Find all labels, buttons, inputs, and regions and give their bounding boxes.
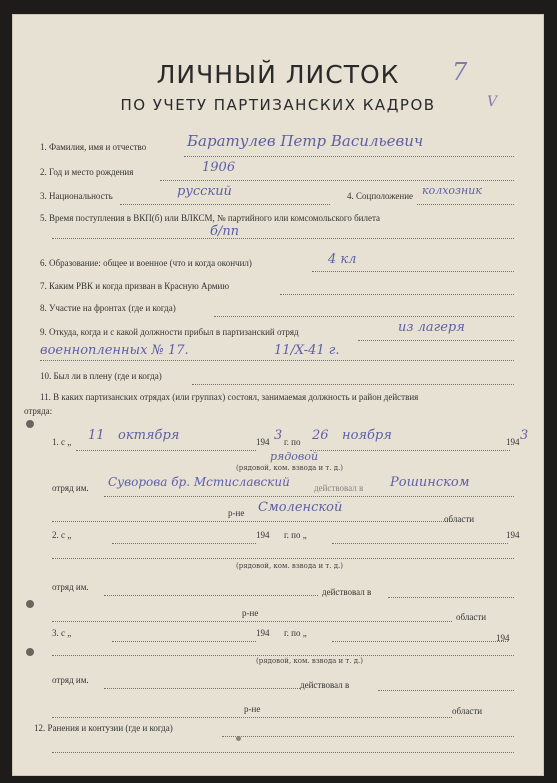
field-label-fronts: 8. Участие на фронтах (где и когда)	[40, 303, 176, 313]
field-label-wounds: 12. Ранения и контузии (где и когда)	[34, 723, 173, 733]
s1-year-1-hw: 3	[274, 428, 283, 443]
s3-district-label: р-не	[244, 704, 261, 714]
s2-by: г. по „	[284, 530, 307, 540]
field-label-rvk: 7. Каким РВК и когда призван в Красную Армию	[40, 281, 230, 291]
s1-unit-value: Суворова бр. Мстиславский	[108, 475, 290, 489]
s2-num: 2. с „	[52, 530, 72, 540]
field-value-social: колхозник	[422, 184, 482, 197]
field-value-party: б/пп	[210, 224, 240, 239]
field-label-birth: 2. Год и место рождения	[40, 167, 134, 177]
s3-year-1: 194	[256, 628, 270, 638]
s1-acted-label: действовал в	[314, 483, 364, 493]
s2-district-label: р-не	[242, 608, 259, 618]
s3-by: г. по „	[284, 628, 307, 638]
document-title: ЛИЧНЫЙ ЛИСТОК	[156, 60, 400, 89]
field-label-units-2: отряда:	[24, 406, 53, 416]
s1-from-month: октября	[118, 428, 180, 443]
s1-district-value: Смоленской	[258, 500, 343, 515]
field-label-units: 11. В каких партизанских отрядах (или группах) состоял, занимаемая должность и район действия	[40, 392, 419, 402]
s1-unit-label: отряд им.	[52, 483, 89, 493]
s3-oblast-label: области	[452, 706, 483, 716]
field-label-captivity: 10. Был ли в плену (где и когда)	[40, 371, 162, 381]
field-value-nationality: русский	[177, 184, 232, 199]
document-subtitle: ПО УЧЕТУ ПАРТИЗАНСКИХ КАДРОВ	[120, 96, 436, 114]
field-value-education: 4 кл	[328, 252, 357, 267]
punch-hole	[26, 648, 34, 656]
field-label-social: 4. Соцположение	[347, 191, 414, 201]
s1-from-day: 11	[88, 428, 105, 443]
punch-hole	[26, 600, 34, 608]
subtitle-mark: V	[487, 94, 498, 110]
s3-num: 3. с „	[52, 628, 72, 638]
s1-by: г. по	[284, 437, 301, 447]
s1-rank-value: рядовой	[270, 450, 319, 463]
s3-year-2: 194	[496, 633, 510, 643]
s1-to-month: ноября	[342, 428, 392, 443]
s1-year-2-hw: 3	[520, 428, 529, 443]
s1-year-1: 194	[256, 437, 270, 447]
field-label-party: 5. Время поступления в ВКП(б) или ВЛКСМ, № партийного или комсомольского билета	[40, 213, 380, 223]
s1-year-2: 194	[506, 437, 520, 447]
s3-acted-label: действовал в	[300, 680, 350, 690]
s1-oblast-label: области	[444, 514, 475, 524]
field-label-nationality: 3. Национальность	[40, 191, 113, 201]
field-label-arrival: 9. Откуда, когда и с какой должности прибыл в партизанский отряд	[40, 327, 299, 337]
corner-mark: 7	[452, 58, 468, 86]
field-value-arrival-2: военнопленных № 17.	[40, 343, 189, 358]
s1-num: 1. с „	[52, 437, 72, 447]
field-label-education: 6. Образование: общее и военное (что и когда окончил)	[40, 258, 252, 268]
field-value-arrival-3: 11/X-41 г.	[274, 343, 340, 358]
s2-acted-label: действовал в	[322, 587, 372, 597]
document-sheet	[12, 14, 544, 776]
s1-rank-hint: (рядовой, ком. взвода и т. д.)	[236, 464, 344, 472]
s1-to-day: 26	[312, 428, 329, 443]
s1-district-label: р-не	[228, 508, 245, 518]
field-value-birth: 1906	[202, 160, 236, 175]
s2-unit-label: отряд им.	[52, 582, 89, 592]
s2-year-2: 194	[506, 530, 520, 540]
field-label-name: 1. Фамилия, имя и отчество	[40, 142, 147, 152]
s2-year-1: 194	[256, 530, 270, 540]
s2-oblast-label: области	[456, 612, 487, 622]
page-dot	[236, 736, 241, 741]
s3-rank-hint: (рядовой, ком. взвода и т. д.)	[256, 657, 364, 665]
s3-unit-label: отряд им.	[52, 675, 89, 685]
field-value-arrival-1: из лагеря	[398, 320, 465, 335]
s1-region-value: Рошинском	[390, 475, 470, 490]
punch-hole	[26, 420, 34, 428]
s2-rank-hint: (рядовой, ком. взвода и т. д.)	[236, 562, 344, 570]
field-value-name: Баратулев Петр Васильевич	[187, 132, 424, 150]
